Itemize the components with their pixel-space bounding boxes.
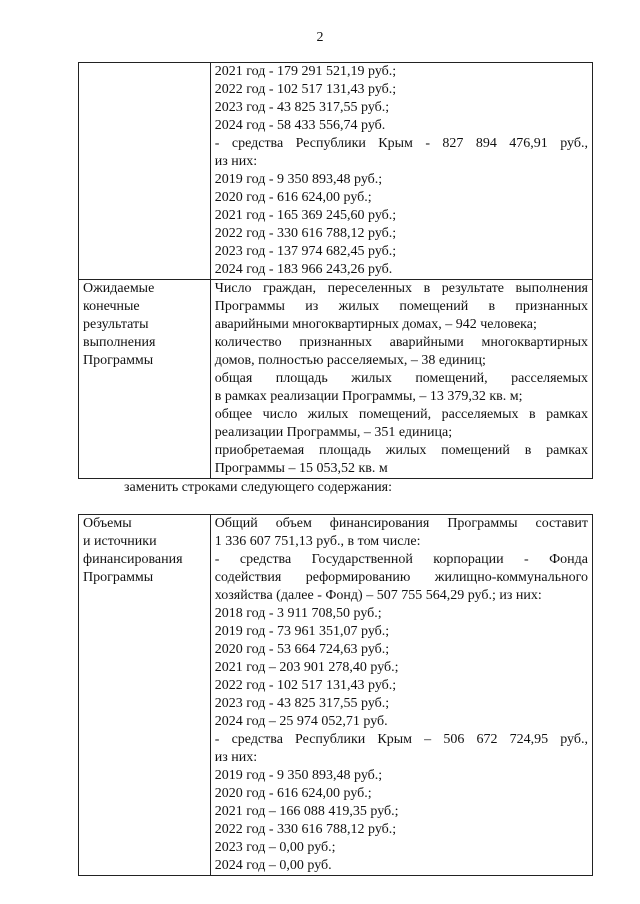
text-line: 1 336 607 751,13 руб., в том числе: bbox=[214, 534, 421, 549]
text-line: общая площадь жилых помещений, расселяемых bbox=[214, 371, 588, 386]
text-line: 2019 год - 73 961 351,07 руб.; bbox=[214, 624, 390, 639]
page-number: 2 bbox=[316, 30, 324, 45]
funding-cell bbox=[210, 515, 592, 876]
text-line: 2019 год - 9 350 893,48 руб.; bbox=[214, 172, 383, 187]
text-line: 2024 год - 58 433 556,74 руб. bbox=[214, 118, 386, 133]
table-continuation bbox=[78, 62, 593, 479]
label-line: конечные bbox=[83, 299, 140, 314]
text-line: реализации Программы, – 351 единица; bbox=[214, 425, 453, 440]
text-line: 2022 год - 330 616 788,12 руб.; bbox=[214, 822, 397, 837]
text-line: из них: bbox=[214, 154, 258, 169]
text-line: общее число жилых помещений, расселяемых в рамках bbox=[214, 407, 588, 422]
table-row bbox=[79, 515, 593, 876]
text-line: Программы из жилых помещений в признанных bbox=[214, 299, 588, 314]
label-line: и источники bbox=[83, 534, 157, 549]
text-line: 2024 год – 0,00 руб. bbox=[214, 858, 332, 873]
text-line: Общий объем финансирования Программы составит bbox=[214, 516, 588, 531]
text-line: 2021 год - 179 291 521,19 руб.; bbox=[214, 64, 397, 79]
text-line: хозяйства (далее - Фонд) – 507 755 564,29 руб.; из них: bbox=[214, 588, 542, 603]
text-line: аварийными многоквартирных домах, – 942 человека; bbox=[214, 317, 537, 332]
text-line: в рамках реализации Программы, – 13 379,32 кв. м; bbox=[214, 389, 523, 404]
text-line: 2023 год - 43 825 317,55 руб.; bbox=[214, 100, 390, 115]
text-line: Программы – 15 053,52 кв. м bbox=[214, 461, 388, 476]
text-line: - средства Государственной корпорации - Фонда bbox=[214, 552, 588, 567]
funding-label-cell bbox=[79, 515, 211, 876]
text-line: - средства Республики Крым – 506 672 724,95 руб., bbox=[214, 732, 588, 747]
text-line: 2024 год - 183 966 243,26 руб. bbox=[214, 262, 393, 277]
text-line: 2022 год - 102 517 131,43 руб.; bbox=[214, 82, 397, 97]
label-line: Программы bbox=[83, 353, 154, 368]
empty-label-cell bbox=[79, 63, 211, 280]
text-line: 2020 год - 616 624,00 руб.; bbox=[214, 190, 372, 205]
text-line: количество признанных аварийными многоквартирных bbox=[214, 335, 588, 350]
replacement-instruction: заменить строками следующего содержания: bbox=[124, 480, 393, 495]
text-line: из них: bbox=[214, 750, 258, 765]
label-line: Ожидаемые bbox=[83, 281, 155, 296]
text-line: домов, полностью расселяемых, – 38 единиц; bbox=[214, 353, 486, 368]
text-line: 2020 год - 616 624,00 руб.; bbox=[214, 786, 372, 801]
expected-results-label-cell bbox=[79, 280, 211, 479]
text-line: 2022 год - 330 616 788,12 руб.; bbox=[214, 226, 397, 241]
label-line: Программы bbox=[83, 570, 154, 585]
text-line: - средства Республики Крым - 827 894 476,91 руб., bbox=[214, 136, 588, 151]
funding-continuation-cell bbox=[210, 63, 592, 280]
table-replacement bbox=[78, 514, 593, 876]
text-line: 2018 год - 3 911 708,50 руб.; bbox=[214, 606, 382, 621]
label-line: результаты bbox=[83, 317, 149, 332]
table-row bbox=[79, 280, 593, 479]
text-line: 2023 год - 137 974 682,45 руб.; bbox=[214, 244, 397, 259]
text-line: 2024 год – 25 974 052,71 руб. bbox=[214, 714, 388, 729]
text-line: 2020 год - 53 664 724,63 руб.; bbox=[214, 642, 390, 657]
label-line: выполнения bbox=[83, 335, 156, 350]
text-line: приобретаемая площадь жилых помещений в рамках bbox=[214, 443, 588, 458]
expected-results-cell bbox=[210, 280, 592, 479]
text-line: 2021 год - 165 369 245,60 руб.; bbox=[214, 208, 397, 223]
text-line: 2022 год - 102 517 131,43 руб.; bbox=[214, 678, 397, 693]
text-line: 2021 год – 166 088 419,35 руб.; bbox=[214, 804, 399, 819]
text-line: Число граждан, переселенных в результате выполнения bbox=[214, 281, 588, 296]
label-line: финансирования bbox=[83, 552, 183, 567]
text-line: 2021 год – 203 901 278,40 руб.; bbox=[214, 660, 399, 675]
text-line: 2019 год - 9 350 893,48 руб.; bbox=[214, 768, 383, 783]
table-row bbox=[79, 63, 593, 280]
text-line: 2023 год - 43 825 317,55 руб.; bbox=[214, 696, 390, 711]
label-line: Объемы bbox=[83, 516, 132, 531]
text-line: 2023 год – 0,00 руб.; bbox=[214, 840, 336, 855]
text-line: содействия реформированию жилищно-коммунального bbox=[214, 570, 588, 585]
